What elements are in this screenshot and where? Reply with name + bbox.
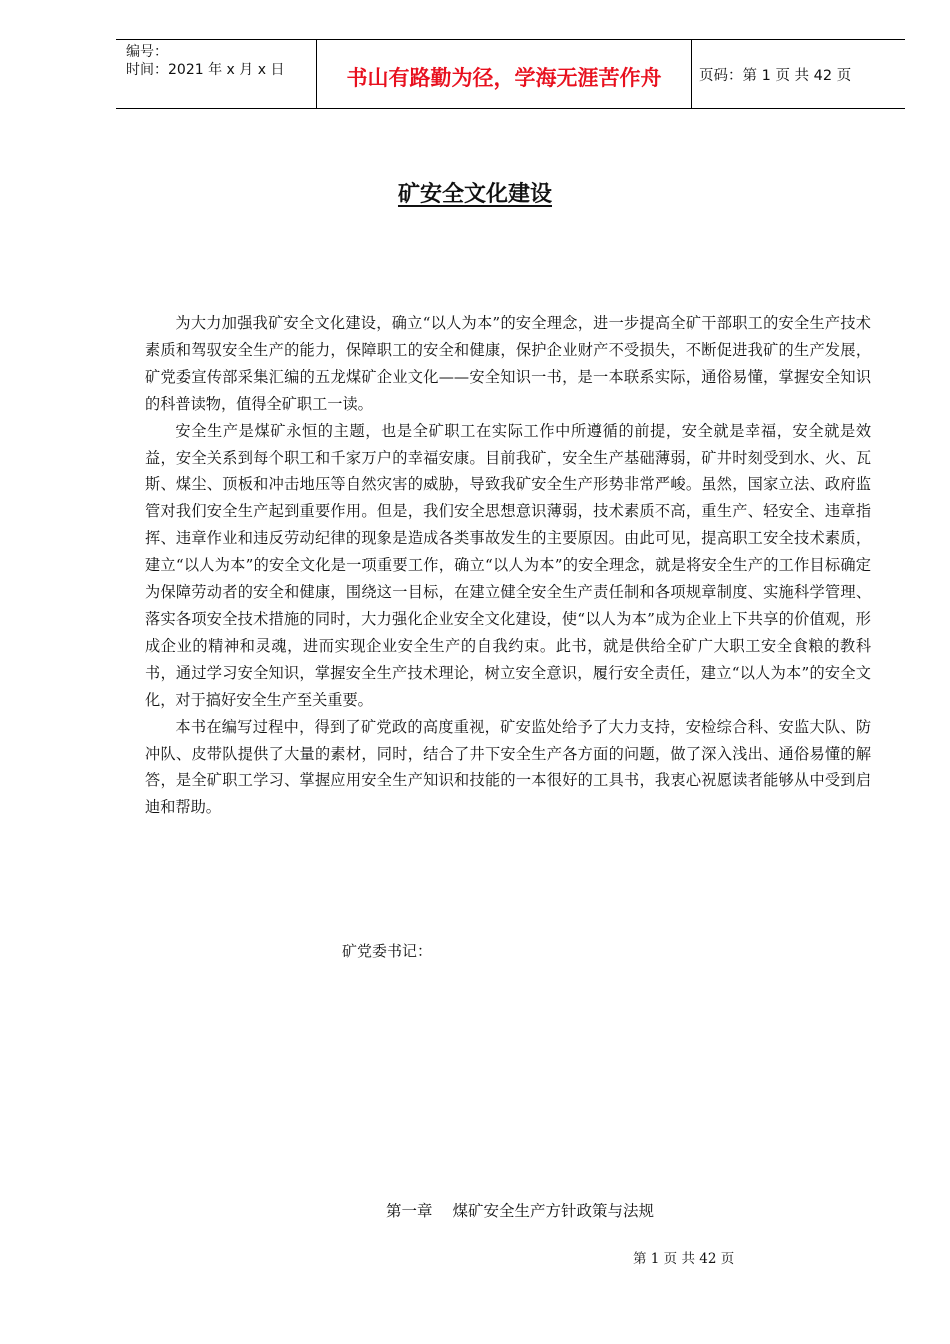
signature-line: 矿党委书记： [342, 942, 433, 960]
document-title: 矿安全文化建设 [397, 182, 552, 207]
header-meta-cell [116, 40, 316, 108]
document-body [145, 310, 871, 821]
header-motto: 书山有路勤为径，学海无涯苦作舟 [346, 66, 662, 90]
body-paragraph: 安全生产是煤矿永恒的主题，也是全矿职工在实际工作中所遵循的前提，安全就是幸福，安全就是效益，安全关系到每个职工和千家万户的幸福安康。目前我矿，安全生产基础薄弱，矿井时刻受到水、火、瓦斯、煤尘、顶板和冲击地压等自然灾害的威胁，导致我矿安全生产形势非常严峻。虽然，国家立法、政府监管对我们安全生产起到重要作用。但是，我们安全思想意识薄弱，技术素质不高，重生产、轻安全、违章指挥、违章作业和违反劳动纪律的现象是造成各类事故发生的主要原因。由此可见，提高职工安全技术素质，建立“以人为本”的安全文化是一项重要工作，确立“以人为本”的安全理念，就是将安全生产的工作目标确定为保障劳动者的安全和健康，围绕这一目标，在建立健全安全生产责任制和各项规章制度、实施科学管理、落实各项安全技术措施的同时，大力强化企业安全文化建设，使“以人为本”成为企业上下共享的价值观，形成企业的精神和灵魂，进而实现企业安全生产的自我约束。此书，就是供给全矿广大职工安全食粮的教科书，通过学习安全知识，掌握安全生产技术理论，树立安全意识，履行安全责任，建立“以人为本”的安全文化，对于搞好安全生产至关重要。 [145, 421, 871, 709]
body-paragraph: 为大力加强我矿安全文化建设，确立“以人为本”的安全理念，进一步提高全矿干部职工的安全生产技术素质和驾驭安全生产的能力，保障职工的安全和健康，保护企业财产不受损失，不断促进我矿的生产发展，矿党委宣传部采集汇编的五龙煤矿企业文化——安全知识一书，是一本联系实际，通俗易懂，掌握安全知识的科普读物，值得全矿职工一读。 [145, 314, 871, 413]
header-motto-cell [316, 40, 692, 108]
page-footer: 第 1 页 共 42 页 [633, 1251, 735, 1267]
chapter-title: 煤矿安全生产方针政策与法规 [452, 1202, 655, 1220]
page-header [116, 39, 905, 109]
chapter-number: 第一章 [386, 1202, 433, 1220]
header-page-info: 页码：第 1 页 共 42 页 [699, 68, 852, 84]
body-paragraph: 本书在编写过程中，得到了矿党政的高度重视，矿安监处给予了大力支持，安检综合科、安监大队、防冲队、皮带队提供了大量的素材，同时，结合了井下安全生产各方面的问题，做了深入浅出、通俗易懂的解答，是全矿职工学习、掌握应用安全生产知识和技能的一本很好的工具书，我衷心祝愿读者能够从中受到启迪和帮助。 [145, 717, 871, 817]
document-title-wrapper [0, 177, 950, 208]
header-page-cell [691, 40, 905, 108]
document-number-label: 编号： [126, 44, 168, 60]
document-time-label: 时间：2021 年 x 月 x 日 [126, 62, 285, 78]
chapter-heading [386, 1199, 654, 1221]
